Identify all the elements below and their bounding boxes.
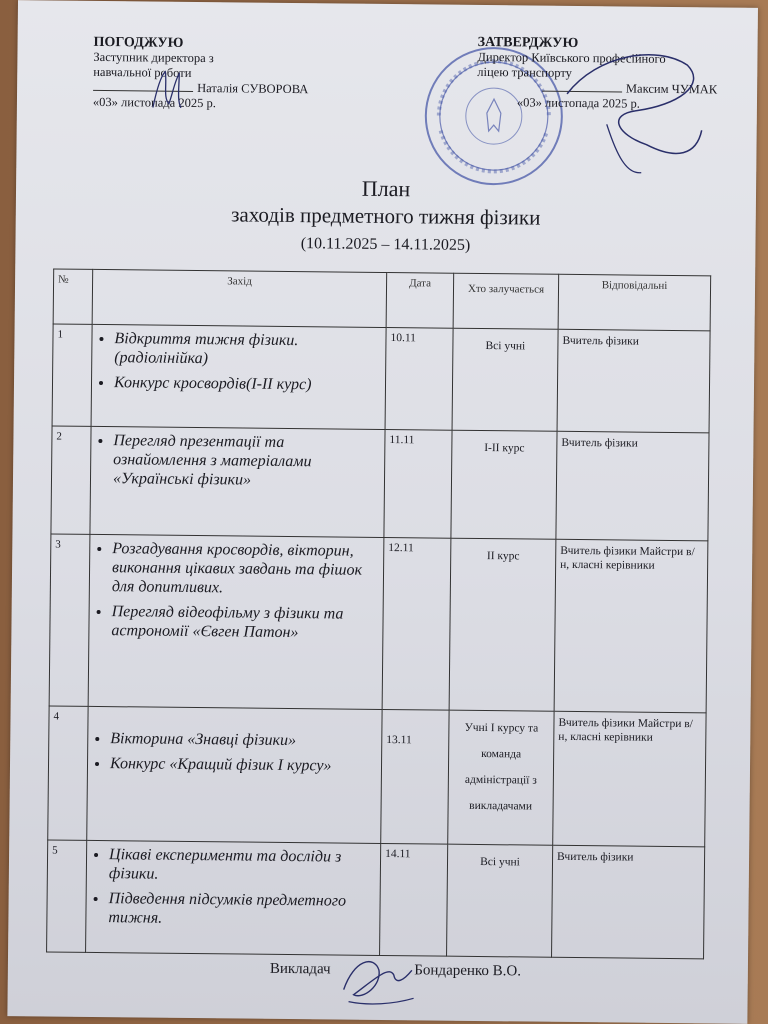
handwritten-signature-deputy (147, 67, 187, 113)
event-item: • Відкриття тижня фізики. (радіолінійка) (114, 329, 381, 370)
row-participants: Всі учні (447, 844, 553, 957)
approval-date: «03» листопада 2025 р. (92, 94, 216, 111)
table-row (52, 324, 710, 433)
handwritten-signature-teacher (333, 949, 424, 1010)
footer-role: Викладач (269, 960, 331, 978)
event-item: • Підведення підсумків предметного тижня. (108, 889, 375, 930)
row-number: 4 (48, 706, 88, 840)
table-row (48, 706, 706, 847)
row-number: 5 (47, 840, 87, 952)
table-header-row (53, 269, 711, 331)
row-responsible: Вчитель фізики Майстри в/н, класні керівники (553, 711, 706, 847)
row-responsible: Вчитель фізики (552, 845, 705, 959)
event-item: • Перегляд презентації та ознайомлення з матеріалами «Українські фізики» (113, 431, 381, 491)
row-responsible: Вчитель фізики Майстри в/н, класні керівники (554, 539, 708, 713)
approval-role-line1: Директор Київського професійного (477, 49, 666, 66)
approval-role-line1: Заступник директора з (93, 49, 214, 66)
document-title: План (361, 175, 411, 202)
event-item: • Розгадування кросвордів, вікторин, виконання цікавих завдань та фішок для допитливих. (112, 539, 380, 599)
approval-date: «03» листопада 2025 р. (516, 95, 640, 111)
row-date: 11.11 (384, 429, 452, 538)
row-participants: Всі учні (452, 328, 558, 431)
handwritten-signature-director (546, 34, 718, 186)
event-item: • Конкурс кросвордів(І-ІІ курс) (114, 373, 381, 395)
row-date: 13.11 (381, 709, 449, 844)
approval-heading-agreed: ПОГОДЖУЮ (93, 34, 184, 51)
approval-block-agreed (93, 35, 354, 113)
document-date-range: (10.11.2025 – 14.11.2025) (300, 235, 471, 254)
approval-heading-approved: ЗАТВЕРДЖУЮ (477, 34, 579, 51)
row-date: 14.11 (380, 843, 448, 956)
events-table (46, 269, 711, 960)
row-events (90, 426, 385, 537)
event-item: • Перегляд відеофільму з фізики та астрономії «Євген Патон» (111, 602, 378, 643)
table-row (51, 426, 709, 541)
approval-role-line2: навчальної роботи (93, 64, 192, 80)
row-number: 1 (52, 324, 92, 426)
row-date: 12.11 (382, 537, 451, 710)
row-participants: Учні І курсу та команда адміністрації з викладачами (448, 710, 554, 845)
row-participants: І-ІІ курс (451, 430, 557, 539)
column-header-date: Дата (386, 273, 454, 329)
row-number: 2 (51, 426, 91, 534)
row-events (87, 706, 382, 843)
row-events (86, 840, 381, 955)
column-header-responsible: Відповідальні (558, 274, 711, 331)
row-number: 3 (49, 534, 90, 706)
table-row (47, 840, 705, 959)
column-header-participants: Хто залучається (453, 273, 559, 329)
row-responsible: Вчитель фізики (556, 431, 709, 541)
approver-name: Наталія СУВОРОВА (197, 81, 309, 97)
row-participants: ІІ курс (449, 538, 556, 711)
event-item: • Вікторина «Знавці фізики» (110, 729, 377, 751)
document-page (7, 0, 758, 1024)
column-header-event: Захід (92, 269, 387, 327)
approval-role-line2: ліцею транспорту (477, 64, 573, 80)
event-item: • Цікаві експерименти та досліди з фізики. (109, 845, 376, 886)
event-item: • Конкурс «Кращий фізик І курсу» (110, 754, 377, 776)
row-events (91, 324, 386, 429)
footer-name: Бондаренко В.О. (414, 962, 522, 980)
document-subtitle: заходів предметного тижня фізики (231, 202, 541, 230)
row-events (88, 534, 384, 709)
table-row (49, 534, 708, 713)
column-header-number: № (53, 269, 93, 324)
approver-name: Максим ЧУМАК (625, 81, 718, 97)
row-date: 10.11 (385, 327, 453, 430)
row-responsible: Вчитель фізики (557, 329, 710, 433)
